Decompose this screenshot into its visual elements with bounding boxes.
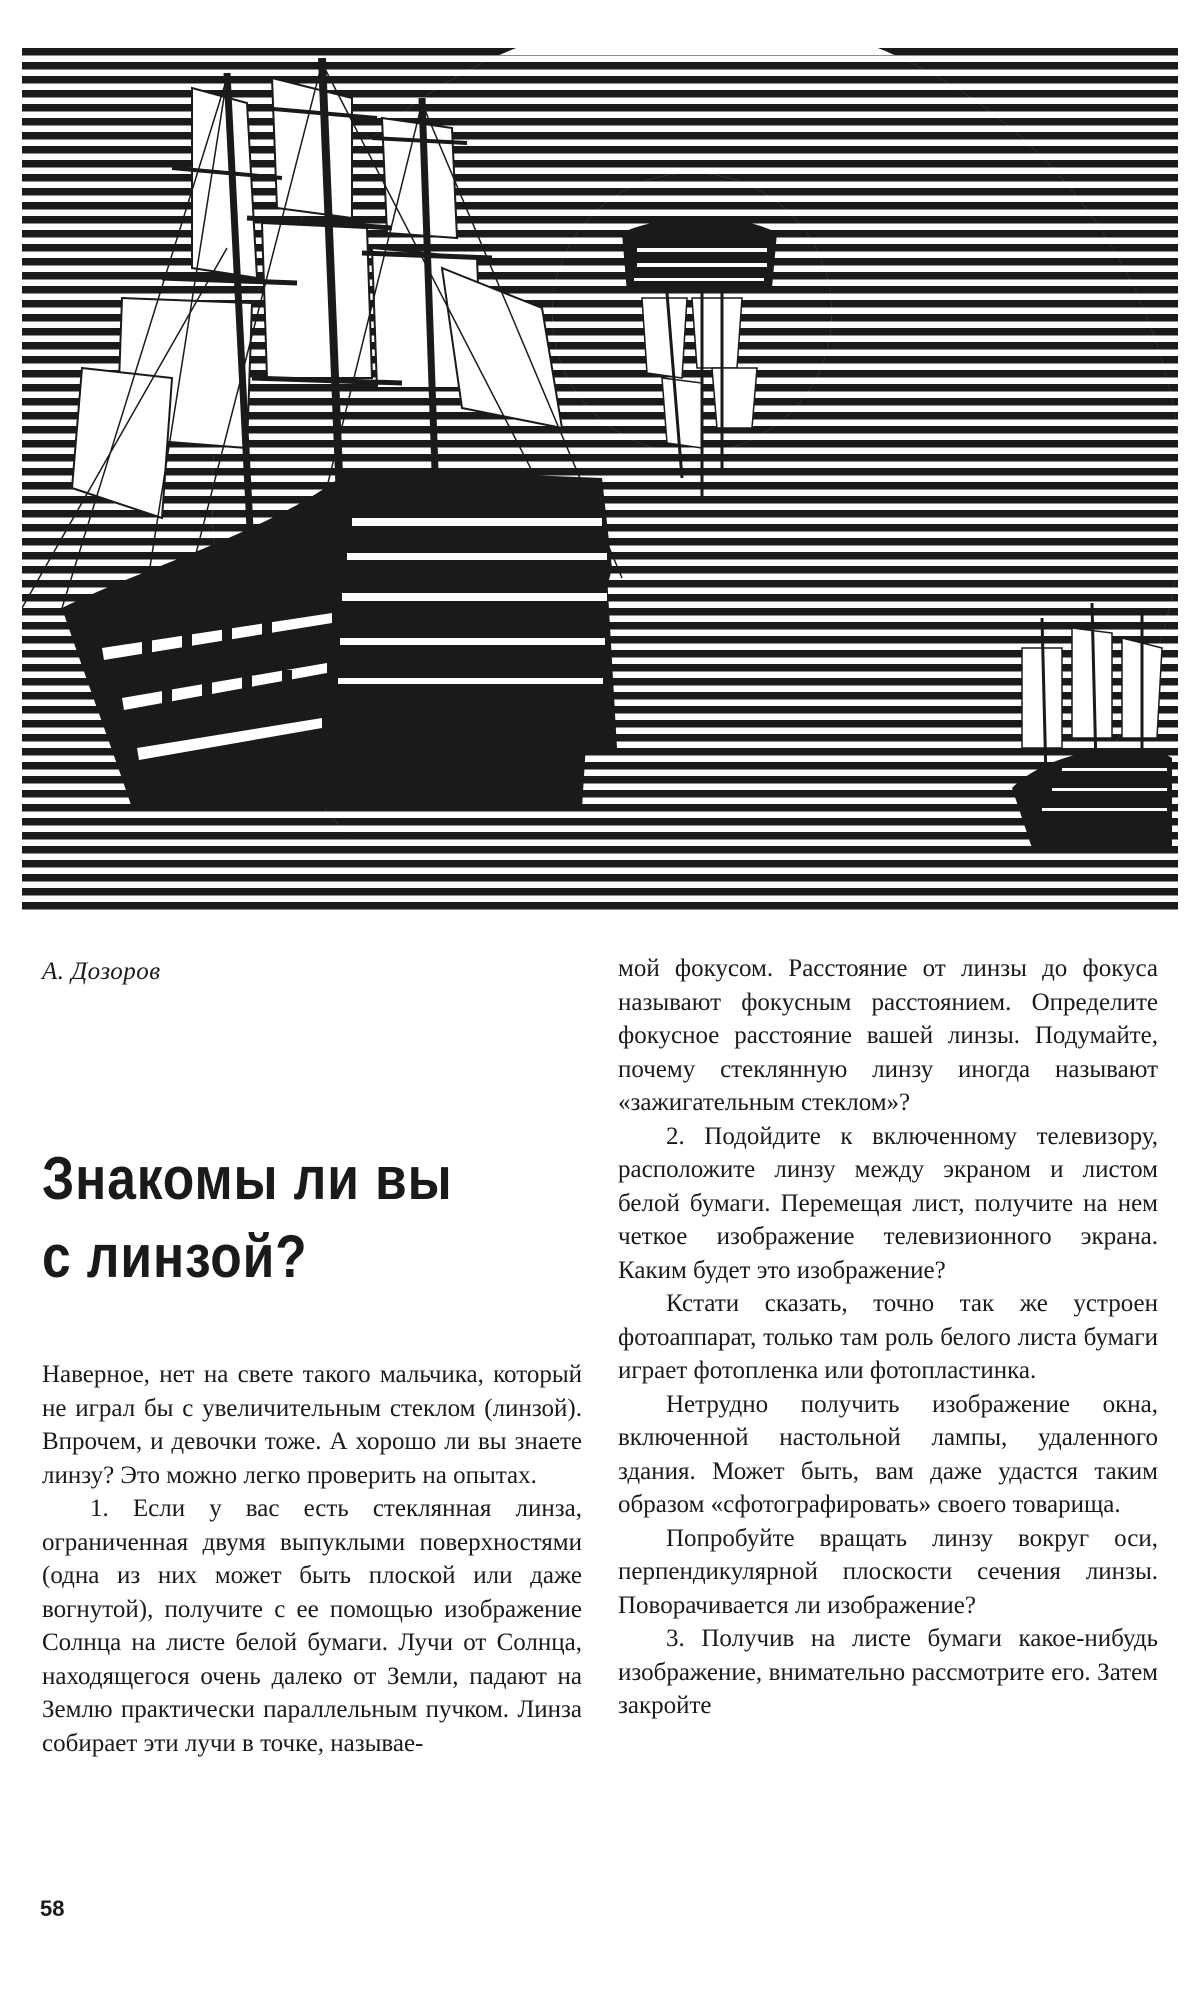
paragraph: Нетрудно получить изображение окна, включенной настольной лампы, удаленного здания. Может быть, вам даже удастся таким образом «сфотографировать» своего товарища. [618, 1390, 1158, 1518]
paragraph: 3. Получив на листе бумаги какое-нибудь изображение, внимательно рассмотрите его. Затем закройте [618, 1625, 1158, 1719]
paragraph: Попробуйте вращать линзу вокруг оси, перпендикулярной плоскости сечения линзы. Поворачивается ли изображение? [618, 1524, 1158, 1619]
right-column [618, 952, 1158, 1723]
article-title [42, 1140, 524, 1296]
paragraph: 1. Если у вас есть стеклянная линза, ограниченная двумя выпуклыми поверхностями (одна из них может быть плоской или даже вогнутой), получите с ее помощью изображение Солнца на листе белой бумаги. Лучи от Солнца, находящегося очень далеко от Земли, падают на Землю практически параллельным пучком. Линза собирает эти лучи в точке, называе- [42, 1495, 582, 1757]
paragraph: Наверное, нет на свете такого мальчика, который не играл бы с увеличительным стеклом (линзой). Впрочем, и девочки тоже. А хорошо ли вы знаете линзу? Это можно легко проверить на опытах. [42, 1361, 582, 1489]
ships-and-lens-icon [22, 48, 1178, 910]
author-name: А. Дозоров [42, 958, 161, 985]
paragraph: Кстати сказать, точно так же устроен фотоаппарат, только там роль белого листа бумаги играет фотопленка или фотопластинка. [618, 1290, 1158, 1384]
page-number: 58 [40, 1896, 65, 1921]
title-line-2: с линзой? [42, 1223, 308, 1290]
paragraph: 2. Подойдите к включенному телевизору, расположите линзу между экраном и листом белой бумаги. Перемещая лист, получите на нем четкое изображение телевизионного экрана. Каким будет это изображение? [618, 1122, 1158, 1284]
title-line-1: Знакомы ли вы [42, 1145, 453, 1212]
left-column [42, 1358, 582, 1760]
paragraph: мой фокусом. Расстояние от линзы до фокуса называют фокусным расстоянием. Определите фокусное расстояние вашей линзы. Подумайте, почему стеклянную линзу иногда называют «зажигательным стеклом»? [618, 955, 1158, 1116]
